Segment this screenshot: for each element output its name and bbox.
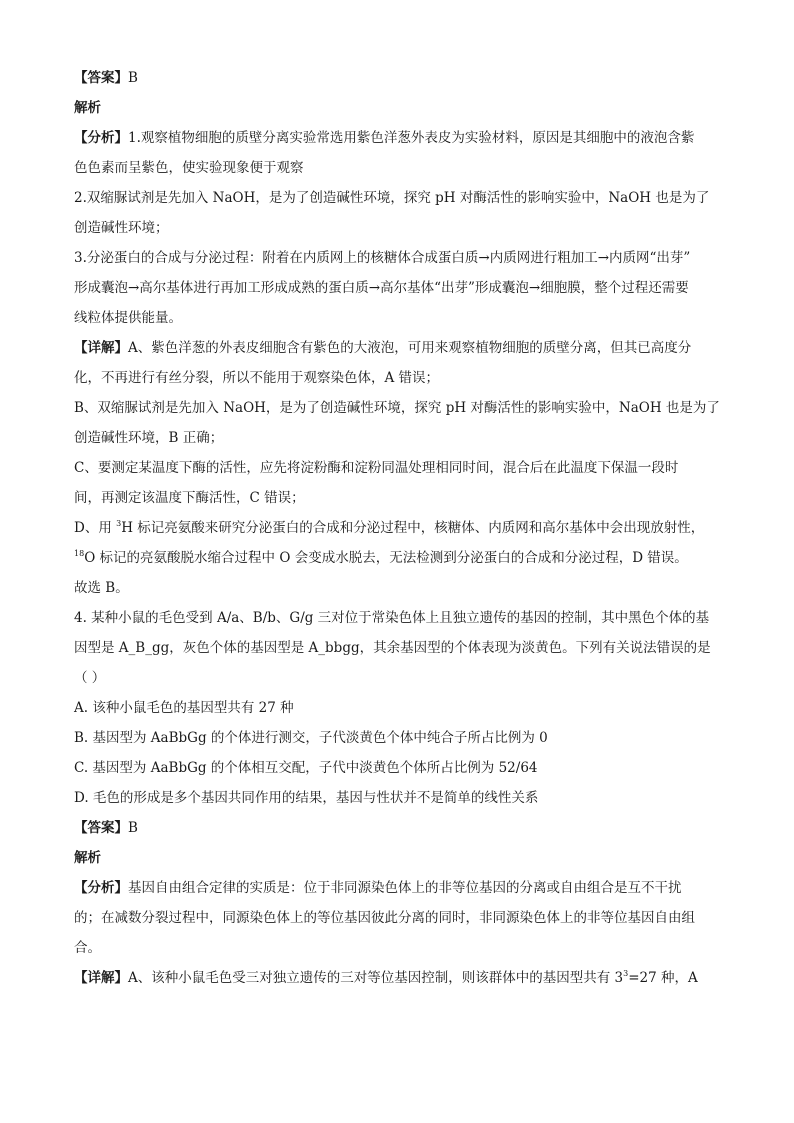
xiangjie-line: 间，再测定该温度下酶活性，C 错误； (74, 490, 305, 506)
fenxi-line (74, 873, 722, 903)
option-b: B. 基因型为 AaBbGg 的个体进行测交，子代淡黄色个体中纯合子所占比例为 0 (74, 730, 548, 746)
fenxi-line: 合。 (74, 940, 101, 956)
xiangjie-tag: 【详解】 (74, 970, 128, 986)
analysis-header-text: 解析 (74, 850, 101, 866)
line-d-rest: H 标记亮氨酸来研究分泌蛋白的合成和分泌过程中，核糖体、内质网和高尔基体中会出现放射性， (121, 520, 705, 536)
line-o-rest: O 标记的亮氨酸脱水缩合过程中 O 会变成水脱去，无法检测到分泌蛋白的合成和分泌过程，D 错误。 (84, 550, 688, 566)
superscript: 3 (116, 519, 122, 528)
answer-value: B (128, 70, 138, 86)
document-body (74, 63, 722, 993)
analysis-header-text: 解析 (74, 100, 101, 116)
fenxi-line (74, 123, 722, 153)
superscript: 3 (623, 969, 629, 978)
answer-tag: 【答案】 (74, 820, 128, 836)
fenxi-line: 色色素而呈紫色，使实验现象便于观察 (74, 160, 304, 176)
xiangjie-line: B、双缩脲试剂是先加入 NaOH，是为了创造碱性环境，探究 pH 对酶活性的影响实验中，NaOH 也是为了 (74, 400, 720, 416)
question-stem: 4. 某种小鼠的毛色受到 A/a、B/b、G/g 三对位于常染色体上且独立遗传的基因的控制，其中黑色个体的基 (74, 610, 710, 626)
xiangjie-text: A、紫色洋葱的外表皮细胞含有紫色的大液泡，可用来观察植物细胞的质壁分离，但其已高度分 (128, 340, 692, 356)
xiangjie-line (74, 513, 722, 543)
option-d: D. 毛色的形成是多个基因共同作用的结果，基因与性状并不是简单的线性关系 (74, 790, 539, 806)
xiangjie-line (74, 543, 722, 573)
line-d-prefix: D、用 (74, 520, 117, 536)
fenxi-line: 3.分泌蛋白的合成与分泌过程：附着在内质网上的核糖体合成蛋白质→内质网进行粗加工→内质网“出芽” (74, 250, 691, 266)
analysis-header (74, 843, 722, 873)
superscript: 18 (74, 549, 85, 558)
answer-value: B (128, 820, 138, 836)
xiangjie-line (74, 963, 722, 993)
xiangjie-line: 创造碱性环境，B 正确； (74, 430, 224, 446)
fenxi-line: 形成囊泡→高尔基体进行再加工形成成熟的蛋白质→高尔基体“出芽”形成囊泡→细胞膜，整个过程还需要 (74, 280, 689, 296)
fenxi-tag: 【分析】 (74, 130, 128, 146)
fenxi-line: 创造碱性环境； (74, 220, 169, 236)
xiangjie-line: 化，不再进行有丝分裂，所以不能用于观察染色体，A 错误； (74, 370, 440, 386)
xiangjie-tag: 【详解】 (74, 340, 128, 356)
analysis-header (74, 93, 722, 123)
conclusion-line: 故选 B。 (74, 580, 129, 596)
option-a: A. 该种小鼠毛色的基因型共有 27 种 (74, 700, 294, 716)
fenxi-text: 1.观察植物细胞的质壁分离实验常选用紫色洋葱外表皮为实验材料，原因是其细胞中的液泡含紫 (128, 130, 695, 146)
fenxi-line: 2.双缩脲试剂是先加入 NaOH，是为了创造碱性环境，探究 pH 对酶活性的影响实验中，NaOH 也是为了 (74, 190, 710, 206)
question-stem: 因型是 A_B_gg，灰色个体的基因型是 A_bbgg，其余基因型的个体表现为淡黄色。下列有关说法错误的是 (74, 640, 711, 656)
xiangjie-prefix: A、该种小鼠毛色受三对独立遗传的三对等位基因控制，则该群体中的基因型共有 3 (128, 970, 624, 986)
xiangjie-rest: =27 种，A (628, 970, 698, 986)
xiangjie-line: C、要测定某温度下酶的活性，应先将淀粉酶和淀粉同温处理相同时间，混合后在此温度下保温一段时 (74, 460, 679, 476)
fenxi-text: 基因自由组合定律的实质是：位于非同源染色体上的非等位基因的分离或自由组合是互不干扰 (128, 880, 682, 896)
answer-line (74, 813, 722, 843)
fenxi-line: 的；在减数分裂过程中，同源染色体上的等位基因彼此分离的同时，非同源染色体上的非等位基因自由组 (74, 910, 695, 926)
xiangjie-line (74, 333, 722, 363)
fenxi-line: 线粒体提供能量。 (74, 310, 182, 326)
answer-tag: 【答案】 (74, 70, 128, 86)
question-stem: （ ） (74, 670, 106, 686)
answer-line (74, 63, 722, 93)
fenxi-tag: 【分析】 (74, 880, 128, 896)
option-c: C. 基因型为 AaBbGg 的个体相互交配，子代中淡黄色个体所占比例为 52/64 (74, 760, 538, 776)
